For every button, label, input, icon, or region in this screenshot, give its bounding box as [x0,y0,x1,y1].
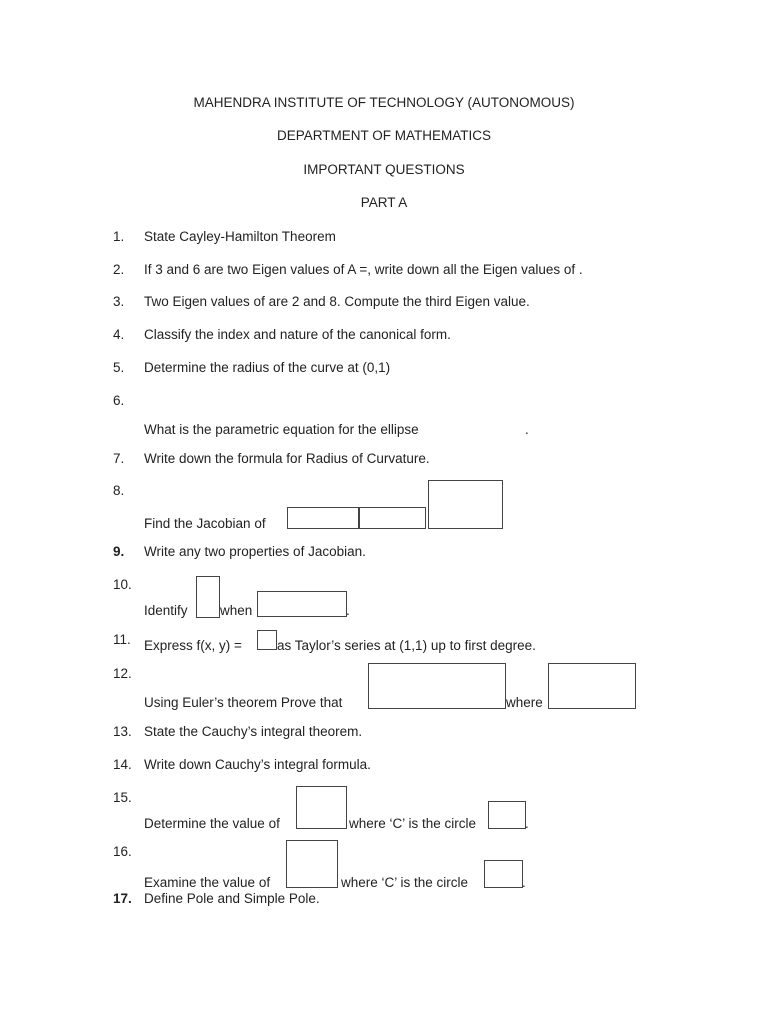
question-number: 16. [113,844,132,859]
question-suffix: . [346,603,350,618]
formula-image-placeholder [257,591,347,617]
question-text: Write down the formula for Radius of Curvature. [144,451,430,466]
question-text: when [220,603,253,618]
question-number: 3. [113,294,125,309]
question-number: 12. [113,666,132,681]
formula-image-placeholder [287,507,359,529]
question-number: 2. [113,262,125,277]
formula-image-placeholder [428,480,503,529]
question-text: State Cayley-Hamilton Theorem [144,229,336,244]
question-number: 8. [113,483,125,498]
question-suffix: . [525,816,529,831]
question-text: Examine the value of [144,875,271,890]
question-text: as Taylor’s series at (1,1) up to first degree. [277,638,536,653]
question-text: Classify the index and nature of the canonical form. [144,327,451,342]
question-number: 1. [113,229,125,244]
question-number: 15. [113,790,132,805]
formula-image-placeholder [548,663,636,709]
question-number: 13. [113,724,132,739]
question-number: 17. [113,891,132,906]
question-text: where ‘C’ is the circle [341,875,469,890]
formula-image-placeholder [196,576,220,618]
formula-image-placeholder [286,840,338,888]
question-number: 11. [113,632,131,647]
question-text: If 3 and 6 are two Eigen values of A =, write down all the Eigen values of . [144,262,583,277]
question-text: Define Pole and Simple Pole. [144,891,320,906]
question-text: Find the Jacobian of [144,516,266,531]
question-text: Determine the radius of the curve at (0,1) [144,360,391,375]
formula-image-placeholder [488,801,526,829]
question-text: Using Euler’s theorem Prove that [144,695,343,710]
question-suffix: . [522,875,526,890]
question-number: 14. [113,757,132,772]
question-text: Express f(x, y) = [144,638,242,653]
question-text: State the Cauchy’s integral theorem. [144,724,363,739]
question-text: Identify [144,603,188,618]
question-suffix: . [525,422,529,437]
formula-image-placeholder [359,507,426,529]
question-text: Write down Cauchy’s integral formula. [144,757,371,772]
part-heading: PART A [360,195,408,210]
question-number: 4. [113,327,125,342]
question-text: What is the parametric equation for the ellipse [144,422,419,437]
formula-image-placeholder [296,786,347,829]
question-number: 5. [113,360,125,375]
department-name: DEPARTMENT OF MATHEMATICS [276,128,491,143]
question-text: Write any two properties of Jacobian. [144,544,366,559]
question-text: where [506,695,543,710]
question-number: 10. [113,577,132,592]
question-number: 9. [113,544,125,559]
question-number: 7. [113,451,125,466]
institute-name: MAHENDRA INSTITUTE OF TECHNOLOGY (AUTONOMOUS) [193,95,575,110]
question-number: 6. [113,393,125,408]
document-title: IMPORTANT QUESTIONS [303,162,465,177]
formula-image-placeholder [257,630,277,650]
question-text: Two Eigen values of are 2 and 8. Compute the third Eigen value. [144,294,530,309]
formula-image-placeholder [368,663,506,709]
question-text: where ‘C’ is the circle [349,816,477,831]
question-text: Determine the value of [144,816,280,831]
formula-image-placeholder [484,860,523,888]
